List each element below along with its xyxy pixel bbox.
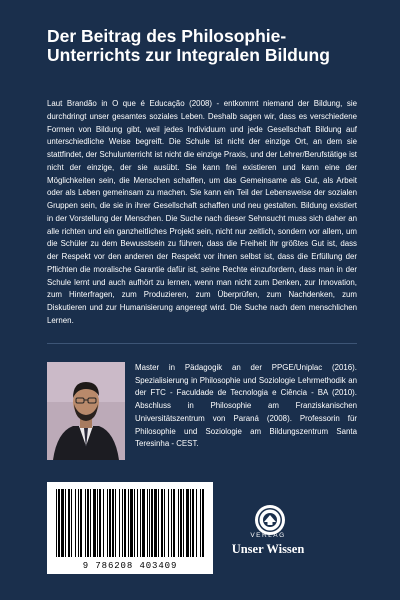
barcode-icon — [52, 487, 208, 559]
book-title: Der Beitrag des Philosophie-Unterrichts zur Integralen Bildung — [47, 26, 330, 65]
book-description: Laut Brandão in O que é Educação (2008) - entkommt niemand der Bildung, sie durchdringt unser gesamtes soziales Leben. Deshalb sagen wir, dass es verschiedene Formen von Bildung gibt, weil jedes Individuum und jede Gesellschaft Bildung auf unterschiedliche Weise begreift. Die Schule ist nicht der einzige Ort, an dem sie stattfindet, der Schulunterricht ist nicht die einzige Praxis, und der Lehrer/Berufstätige ist nicht der einzige, der sie ausübt. Sie kann frei existieren und kann eine der Möglichkeiten sein, die Menschen schaffen, um das Gemeinsame als Gut, als Arbeit oder als Leben gemeinsam zu machen. Sie kann ein Teil der Lebensweise der sozialen Gruppen sein, die sie in ihrer Gesellschaft schaffen und neu gestalten. Bildung existiert in der Vorstellung der Menschen. Die Suche nach dieser Sehnsucht muss sich daher an alle richten und ein ganzheitliches Projekt sein, nicht nur zeitlich, sondern vor allem, um die Schüler zu dem Bewusstsein zu führen, dass die Freiheit ihr größtes Gut ist, dass der Respekt vor den anderen der Respekt vor ihnen selbst ist, dass die Erfüllung der Pflichten die moralische Garantie dafür ist, seine Rechte einzufordern, dass man in der Schule lernt und auch aufhört zu lernen, wenn man nicht zum Denken, zur Innovation, zum Hinterfragen, zum Produzieren, zum Überprüfen, zum Nachdenken, zum Diskutieren und zur Humanisierung angeregt wird. Die Suche nach dem menschlichen Lernen. — [47, 99, 357, 325]
isbn-number: 9 786208 403409 — [82, 561, 178, 571]
author-biography: Master in Pädagogik an der PPGE/Uniplac (2016). Spezialisierung in Philosophie und Soziologie Lehrmethodik an der FTC - Faculdade de Tecnologia e Ciência - BA (2010). Abschluss in Philosophie am Franziskanischen Universitätszentrum von Paraná (2008). Professorin für Philosophie und Soziologie am Bildungszentrum Santa Teresinha - CEST. — [135, 363, 357, 449]
publisher-label: VERLAG — [250, 532, 286, 539]
author-photo — [47, 362, 125, 460]
author-portrait-icon — [47, 362, 125, 460]
section-divider — [47, 343, 357, 344]
isbn-barcode — [47, 482, 213, 574]
publisher-name: Unser Wissen — [231, 542, 305, 556]
